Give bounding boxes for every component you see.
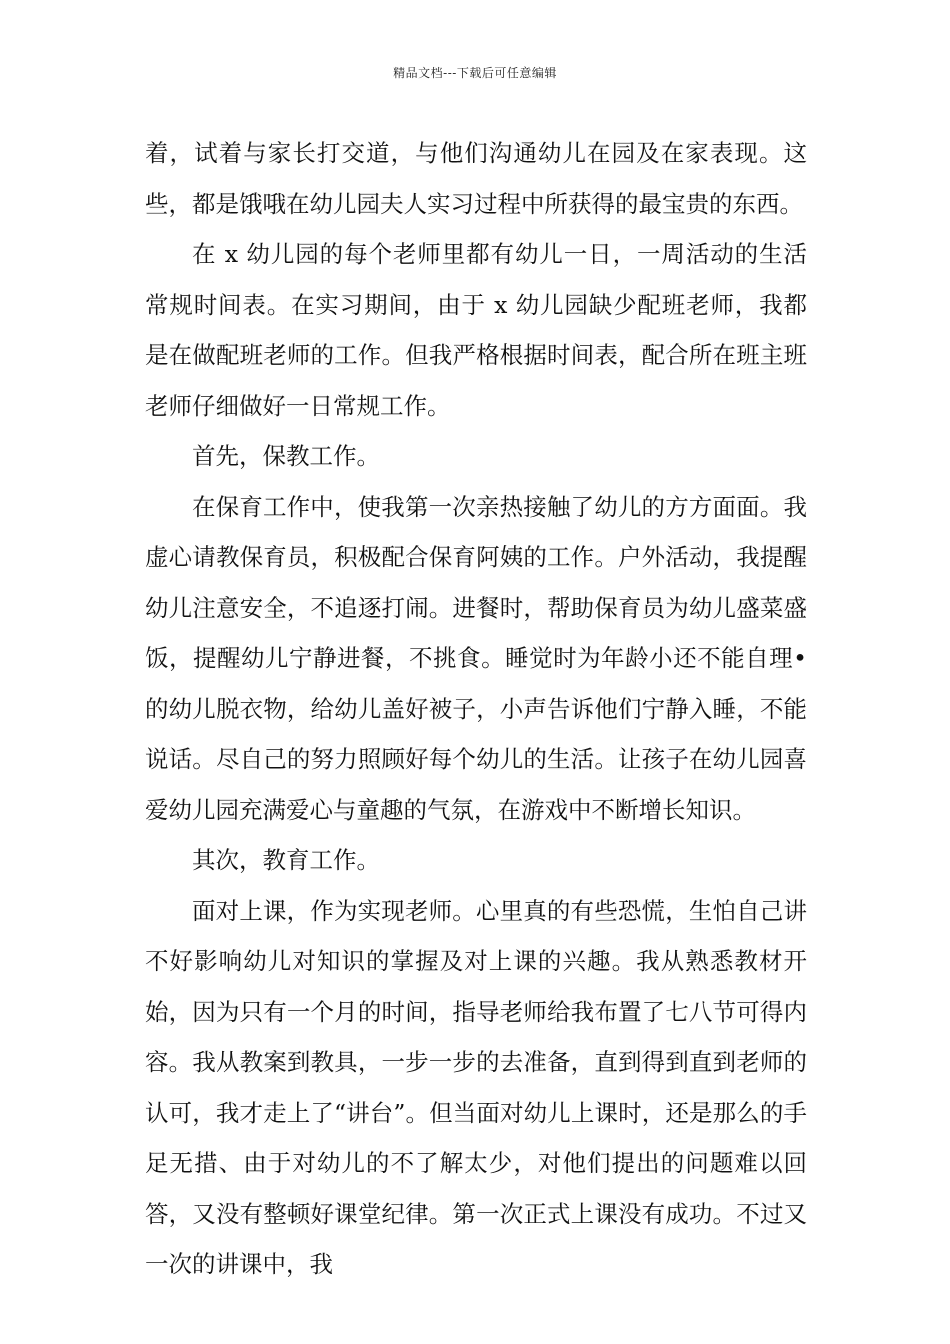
paragraph-heading-teaching: 其次，教育工作。 <box>192 846 380 874</box>
paragraph-care-work: 在保育工作中，使我第一次亲热接触了幼儿的方方面面。我虚心请教保育员，积极配合保育阿姨的工作。户外活动，我提醒幼儿注意安全，不追逐打闹。进餐时，帮助保育员为幼儿盛菜盛饭，提醒幼儿宁静进餐，不挑食。睡觉时为年龄小还不能自理•的幼儿脱衣物，给幼儿盖好被子，小声告诉他们宁静入睡，不能说话。尽自己的努力照顾好每个幼儿的生活。让孩子在幼儿园喜爱幼儿园充满爱心与童趣的气氛，在游戏中不断增长知识。 <box>145 492 807 824</box>
paragraph-continuation: 着，试着与家长打交道，与他们沟通幼儿在园及在家表现。这些，都是饿哦在幼儿园夫人实习过程中所获得的最宝贵的东西。 <box>145 139 807 218</box>
paragraph-heading-care: 首先，保教工作。 <box>192 442 380 470</box>
document-body <box>145 128 807 1290</box>
paragraph-schedule: 在 x 幼儿园的每个老师里都有幼儿一日，一周活动的生活常规时间表。在实习期间，由于 x 幼儿园缺少配班老师，我都是在做配班老师的工作。但我严格根据时间表，配合所在班主班老师仔细做好一日常规工作。 <box>145 240 807 420</box>
paragraph-teaching-work: 面对上课，作为实现老师。心里真的有些恐慌，生怕自己讲不好影响幼儿对知识的掌握及对上课的兴趣。我从熟悉教材开始，因为只有一个月的时间，指导老师给我布置了七八节可得内容。我从教案到教具，一步一步的去准备，直到得到直到老师的认可，我才走上了“讲台”。但当面对幼儿上课时，还是那么的手足无措、由于对幼儿的不了解太少，对他们提出的问题难以回答，又没有整顿好课堂纪律。第一次正式上课没有成功。不过又一次的讲课中，我 <box>145 896 807 1278</box>
page-header: 精品文档---下载后可任意编辑 <box>393 66 557 80</box>
